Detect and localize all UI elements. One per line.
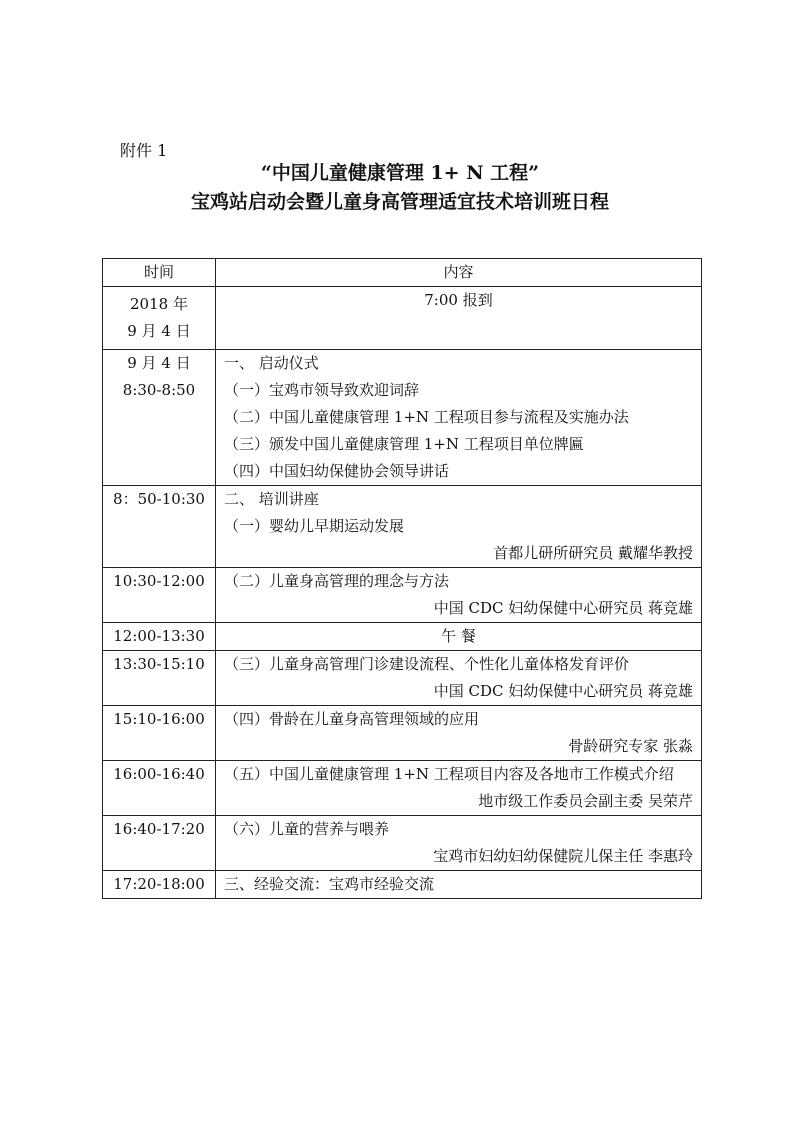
time-text: 10:30-12:00 [113,572,205,590]
content-cell [216,706,702,761]
content-line: （一）宝鸡市领导致欢迎词辞 [224,381,420,399]
content-line: （一）婴幼儿早期运动发展 [224,517,405,535]
time-cell [103,816,216,871]
header-content: 内容 [443,263,474,281]
schedule-header-row [103,259,702,287]
schedule-row [103,568,702,623]
content-line: 一、 启动仪式 [224,354,319,372]
content-cell [216,651,702,706]
time-text: 15:10-16:00 [113,710,205,728]
content-line: （三）儿童身高管理门诊建设流程、个性化儿童体格发育评价 [224,655,630,673]
time-text: 13:30-15:10 [113,655,205,673]
time-text: 9 月 4 日 [127,354,191,372]
schedule-row [103,761,702,816]
content-line: 宝鸡市妇幼妇幼保健院儿保主任 李惠玲 [433,847,693,865]
time-text: 16:00-16:40 [113,765,205,783]
schedule-row [103,651,702,706]
header-content-cell [216,259,702,287]
time-text: 12:00-13:30 [113,627,205,645]
content-line: 中国 CDC 妇幼保健中心研究员 蒋竞雄 [433,599,693,617]
content-line: 地市级工作委员会副主委 吴荣芹 [478,792,693,810]
schedule-row [103,816,702,871]
time-text: 16:40-17:20 [113,820,205,838]
schedule-table [102,258,702,899]
time-cell [103,651,216,706]
content-line: （五）中国儿童健康管理 1+N 工程项目内容及各地市工作模式介绍 [224,765,674,783]
content-line: 午 餐 [441,627,476,645]
content-line: 7:00 报到 [424,291,493,309]
time-text: 9 月 4 日 [127,322,191,340]
header-time: 时间 [143,263,174,281]
schedule-row [103,871,702,899]
time-text: 8:30-8:50 [122,381,196,399]
content-cell [216,486,702,568]
content-cell [216,568,702,623]
time-cell [103,871,216,899]
schedule-table-body [103,259,702,899]
content-line: （六）儿童的营养与喂养 [224,820,390,838]
schedule-row [103,287,702,350]
content-line: （二）儿童身高管理的理念与方法 [224,572,450,590]
time-cell [103,623,216,651]
attachment-label: 附件 1 [120,141,168,160]
content-cell [216,816,702,871]
time-text: 17:20-18:00 [113,875,205,893]
time-text: 2018 年 [130,295,188,313]
schedule-row [103,706,702,761]
time-cell [103,486,216,568]
time-text: 8：50-10:30 [113,490,205,508]
content-line: （二）中国儿童健康管理 1+N 工程项目参与流程及实施办法 [224,408,629,426]
document-title-line-1: “中国儿童健康管理 1+ N 工程” [260,162,540,184]
content-line: （四）中国妇幼保健协会领导讲话 [224,462,450,480]
time-cell [103,761,216,816]
schedule-row [103,623,702,651]
content-line: 三、经验交流：宝鸡市经验交流 [224,875,435,893]
header-time-cell [103,259,216,287]
time-cell [103,287,216,350]
content-cell [216,350,702,486]
content-line: 中国 CDC 妇幼保健中心研究员 蒋竞雄 [433,682,693,700]
content-line: （三）颁发中国儿童健康管理 1+N 工程项目单位牌匾 [224,435,584,453]
schedule-row [103,350,702,486]
content-line: 骨龄研究专家 张淼 [568,737,693,755]
content-line: 二、 培训讲座 [224,490,319,508]
schedule-row [103,486,702,568]
time-cell [103,568,216,623]
content-cell [216,623,702,651]
content-cell [216,287,702,350]
document-title-line-2: 宝鸡站启动会暨儿童身高管理适宜技术培训班日程 [190,191,609,213]
content-line: （四）骨龄在儿童身高管理领域的应用 [224,710,480,728]
content-cell [216,871,702,899]
content-cell [216,761,702,816]
time-cell [103,706,216,761]
content-line: 首都儿研所研究员 戴耀华教授 [493,544,693,562]
time-cell [103,350,216,486]
